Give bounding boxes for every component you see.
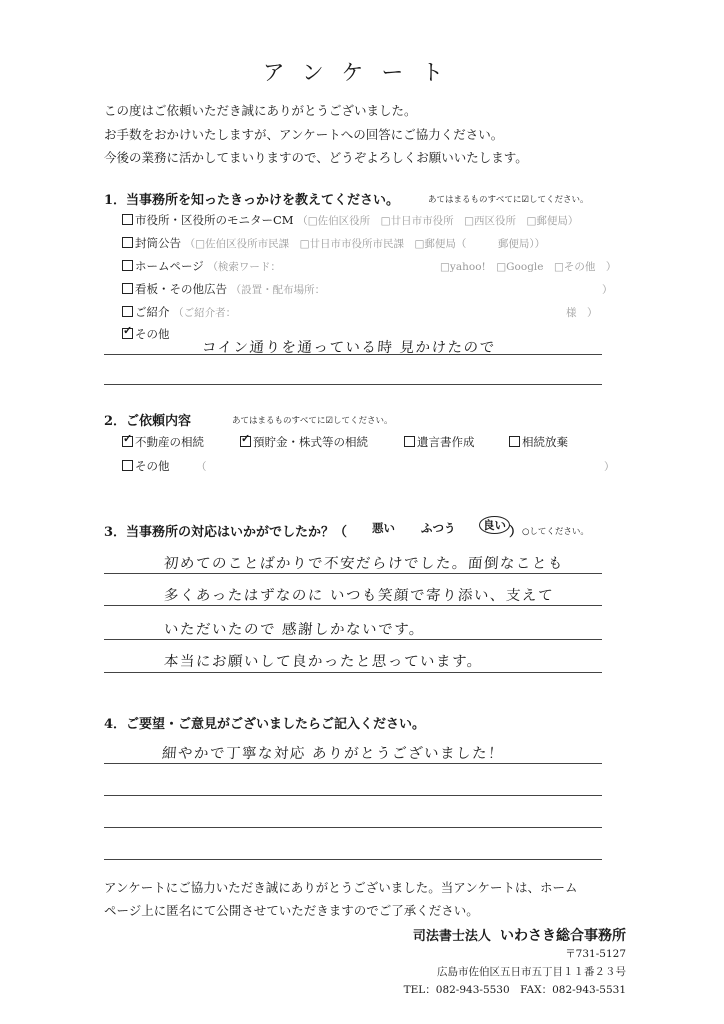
answer-line <box>104 763 602 764</box>
q1-note: あてはまるものすべてに☑してください。 <box>428 195 589 205</box>
q1-answer[interactable]: コイン通りを通っている時 見かけたので <box>201 340 497 356</box>
q1-option-other[interactable]: ✓その他 <box>122 326 170 342</box>
q3-choice-bad[interactable]: 悪い <box>372 521 395 535</box>
office-address: 広島市佐伯区五日市五丁目１１番２３号 <box>437 966 626 978</box>
q3-close-paren: ） <box>509 525 523 540</box>
q3-heading: 3．当事務所の対応はいかがでしたか？（ <box>104 525 348 540</box>
answer-line <box>104 672 602 673</box>
q2-option-real-estate[interactable]: ✓不動産の相続 <box>122 434 204 450</box>
q1-option-signboard-place: （設置・配布場所： <box>230 284 326 296</box>
page-title: アンケート <box>262 61 462 86</box>
office-name <box>413 925 626 945</box>
checkbox-icon[interactable] <box>122 460 133 471</box>
answer-line <box>104 827 602 828</box>
answer-line <box>104 354 602 355</box>
q1-option-homepage[interactable]: ホームページ （検索ワード： <box>122 258 281 274</box>
answer-line <box>104 605 602 606</box>
checkbox-checked-icon[interactable] <box>122 436 133 447</box>
q2-option-renunciation[interactable]: 相続放棄 <box>509 434 568 450</box>
checkbox-icon[interactable] <box>122 283 133 294</box>
office-name-main: いわさき総合事務所 <box>500 928 626 944</box>
intro-line: お手数をおかけいたしますが、アンケートへの回答にご協力ください。 <box>104 127 504 142</box>
q1-option-homepage-search: （検索ワード： <box>207 261 281 273</box>
q1-option-referral-close: 様 ） <box>566 307 598 319</box>
q2-heading: 2．ご依頼内容 <box>104 414 192 429</box>
answer-line <box>104 384 602 385</box>
q1-option-envelope[interactable]: 封筒公告 （□佐伯区役所市民課 □廿日市市役所市民課 □郵便局（ 郵便局）） <box>122 235 545 251</box>
q3-answer-line[interactable]: 初めてのことばかりで不安だらけでした。面倒なことも <box>163 556 565 572</box>
office-postal: 〒731-5127 <box>565 948 626 960</box>
q2-other-close: ） <box>604 461 615 473</box>
q2-option-other[interactable]: その他 <box>122 458 170 474</box>
q2-option-deposits[interactable]: ✓ 預貯金・株式等の相続 <box>240 434 368 450</box>
checkbox-icon[interactable] <box>122 214 133 225</box>
footer-line: ページ上に匿名にて公開させていただきますのでご了承ください。 <box>104 903 479 918</box>
q2-other-open: （ <box>196 461 207 473</box>
checkbox-icon[interactable] <box>509 436 520 447</box>
q1-option-signboard-close: ） <box>602 284 613 296</box>
checkbox-icon[interactable] <box>122 306 133 317</box>
q2-note: あてはまるものすべてに☑してください。 <box>232 416 393 426</box>
q1-option-envelope-subs: （□佐伯区役所市民課 □廿日市市役所市民課 □郵便局（ 郵便局）） <box>184 238 546 250</box>
answer-line <box>104 639 602 640</box>
office-name-prefix: 司法書士法人 <box>412 929 491 944</box>
q3-answer-line[interactable]: 多くあったはずなのに いつも笑顔で寄り添い、支えて <box>163 588 555 604</box>
office-contact: TEL：082-943-5530 FAX：082-943-5531 <box>403 984 626 996</box>
q3-choice-normal[interactable]: ふつう <box>421 521 456 535</box>
checkbox-icon[interactable] <box>122 237 133 248</box>
q1-option-cm-subs: （□佐伯区役所 □廿日市市役所 □西区役所 □郵便局） <box>297 215 579 227</box>
q1-option-referral-name: （ご紹介者： <box>173 307 237 319</box>
q1-option-referral[interactable]: ご紹介 （ご紹介者： <box>122 304 236 320</box>
q3-choice-good[interactable] <box>479 516 510 534</box>
intro-line: この度はご依頼いただき誠にありがとうございました。 <box>104 103 417 118</box>
q4-heading: 4．ご要望・ご意見がございましたらご記入ください。 <box>104 717 426 732</box>
intro-line: 今後の業務に活かしてまいりますので、どうぞよろしくお願いいたします。 <box>104 150 528 165</box>
checkbox-icon[interactable] <box>122 260 133 271</box>
q3-answer-line[interactable]: 本当にお願いして良かったと思っています。 <box>163 654 484 670</box>
q2-option-will[interactable]: 遺言書作成 <box>404 434 475 450</box>
q1-option-signboard[interactable]: 看板・その他広告 （設置・配布場所： <box>122 281 325 297</box>
answer-line <box>104 859 602 860</box>
q3-note: ○してください。 <box>522 527 589 537</box>
q1-option-homepage-engines: □yahoo! □Google □その他 ） <box>440 261 617 273</box>
footer-line: アンケートにご協力いただき誠にありがとうございました。当アンケートは、ホーム <box>104 880 578 895</box>
q1-heading: 1．当事務所を知ったきっかけを教えてください。 <box>104 193 400 208</box>
answer-line <box>104 573 602 574</box>
selected-circle-mark: 良い <box>479 516 510 534</box>
q1-option-cm[interactable]: 市役所・区役所のモニターCM （□佐伯区役所 □廿日市市役所 □西区役所 □郵便局） <box>122 212 578 228</box>
q3-answer-line[interactable]: いただいたので 感謝しかないです。 <box>163 622 426 638</box>
checkbox-checked-icon[interactable] <box>122 328 133 339</box>
checkbox-checked-icon[interactable] <box>240 436 251 447</box>
checkbox-icon[interactable] <box>404 436 415 447</box>
q4-answer[interactable]: 細やかで丁寧な対応 ありがとうございました！ <box>161 746 505 762</box>
answer-line <box>104 795 602 796</box>
